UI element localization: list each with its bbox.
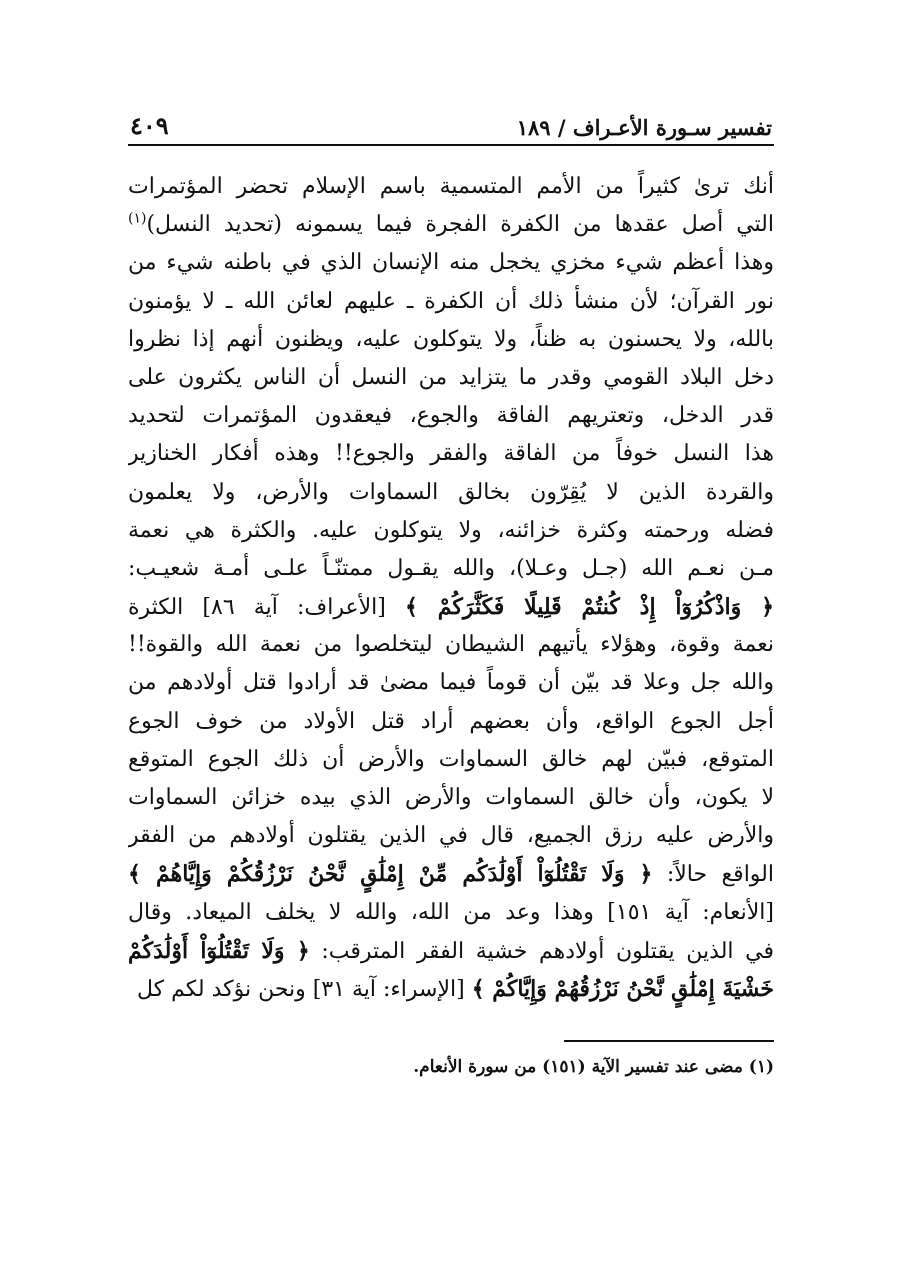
text-line: نور القرآن؛ لأن منشأ ذلك أن الكفرة ـ عليهم لعائن الله ـ لا يؤمنون <box>128 288 774 314</box>
text-line-content: [الأعراف: آية ٨٦] الكثرة <box>128 595 386 621</box>
text-line: [الأنعام: آية ١٥١] وهذا وعد من الله، والله لا يخلف الميعاد. وقال <box>128 899 774 925</box>
footnote-separator <box>564 1040 774 1042</box>
text-line: دخل البلاد القومي وقدر ما يتزايد من النسل أن الناس يكثرون على <box>128 364 774 390</box>
text-line <box>128 970 774 1008</box>
header-title: تفسير سـورة الأعـراف / ١٨٩ <box>516 115 772 140</box>
text-line: والقردة الذين لا يُقِرّون بخالق السماوات والأرض، ولا يعلمون <box>128 479 774 505</box>
text-line-content: التي أصل عقدها من الكفرة الفجرة فيما يسمونه (تحديد النسل) <box>146 212 774 238</box>
text-line: المتوقع، فبيّن لهم خالق السماوات والأرض أن ذلك الجوع المتوقع <box>128 746 774 772</box>
running-header <box>128 112 774 146</box>
book-page <box>128 112 774 1172</box>
text-line-content: [الإسراء: آية ٣١] ونحن نؤكد لكم كل <box>136 976 465 1002</box>
quran-verse: خَشْيَةَ إِمْلَٰقٍ نَّحْنُ نَرْزُقُهُمْ وَإِيَّاكُمْ ﴾ <box>471 975 774 1002</box>
text-line: قدر الدخل، وتعتريهم الفاقة والجوع، فيعقدون المؤتمرات لتحديد <box>128 403 774 429</box>
quran-verse: ﴿ وَلَا تَقْتُلُوٓاْ أَوْلَٰدَكُم مِّنْ إِمْلَٰقٍ نَّحْنُ نَرْزُقُكُمْ وَإِيَّاهُمْ ﴾ <box>128 861 653 888</box>
quran-verse: ﴿ وَاذْكُرُوٓاْ إِذْ كُنتُمْ قَلِيلًا فَكَثَّرَكُمْ ﴾ <box>405 594 774 621</box>
text-line <box>128 932 774 970</box>
quran-verse: ﴿ وَلَا تَقْتُلُوٓاْ أَوْلَٰدَكُمْ <box>128 937 310 964</box>
text-line-content: في الذين يقتلون أولادهم خشية الفقر المترقب: <box>321 938 774 964</box>
text-line: فضله ورحمته وكثرة خزائنه، ولا يتوكلون عليه. والكثرة هي نعمة <box>128 517 774 543</box>
text-line: والله جل وعلا قد بيّن أن قوماً فيما مضىٰ قد أرادوا قتل أولادهم من <box>128 670 774 696</box>
body-text <box>128 168 774 1008</box>
text-line <box>128 588 774 626</box>
text-line-content: الواقع حالاً: <box>666 862 774 888</box>
text-line: أجل الجوع الواقع، وأن بعضهم أراد قتل الأولاد من خوف الجوع <box>128 708 774 734</box>
footnote: (١) مضى عند تفسير الآية (١٥١) من سورة الأنعام. <box>413 1057 774 1078</box>
text-line: أنك ترىٰ كثيراً من الأمم المتسمية باسم الإسلام تحضر المؤتمرات <box>128 174 774 199</box>
text-line: وهذا أعظم شيء مخزي يخجل منه الإنسان الذي في باطنه شيء من <box>128 250 774 276</box>
text-line: والأرض عليه رزق الجميع، قال في الذين يقتلون أولادهم من الفقر <box>128 823 774 849</box>
text-line: مـن نعـم الله (جـل وعـلا)، والله يقـول ممتنّـاً علـى أمـة شعيـب: <box>128 555 774 581</box>
text-line <box>128 206 774 244</box>
text-line: بالله، ولا يحسنون به ظناً، ولا يتوكلون عليه، ويظنون أنهم إذا نظروا <box>128 326 774 352</box>
text-line: هذا النسل خوفاً من الفاقة والفقر والجوع!! وهذه أفكار الخنازير <box>128 441 774 467</box>
page-number: ٤٠٩ <box>130 111 169 140</box>
text-line <box>128 855 774 893</box>
text-line: نعمة وقوة، وهؤلاء يأتيهم الشيطان ليتخلصوا من نعمة الله والقوة!! <box>128 632 774 658</box>
footnote-reference[interactable]: (١) <box>128 210 147 227</box>
text-line: لا يكون، وأن خالق السماوات والأرض الذي بيده خزائن السماوات <box>128 785 774 810</box>
